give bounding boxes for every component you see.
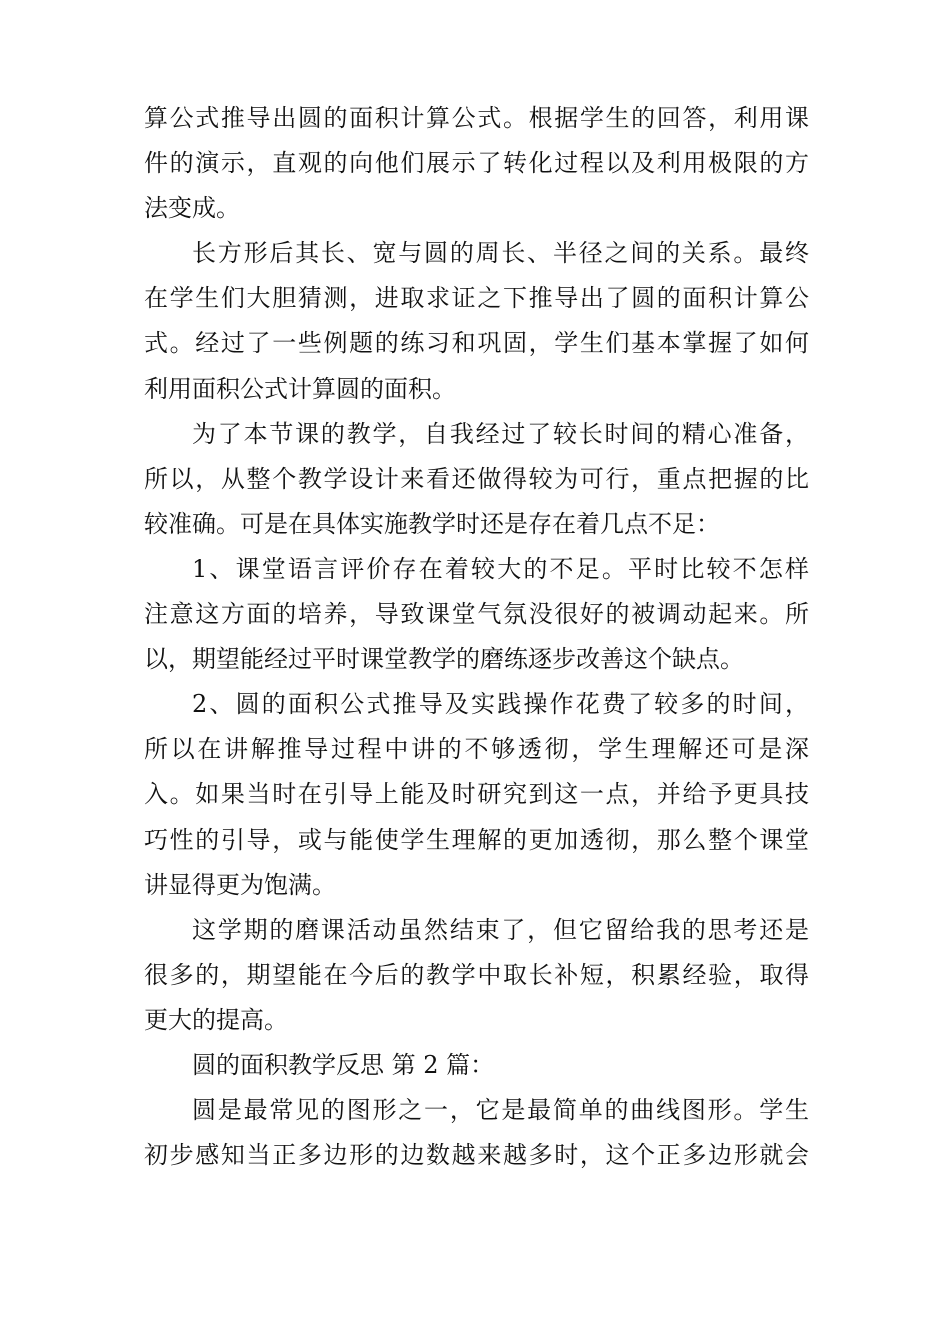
text-line: 算公式推导出圆的面积计算公式。根据学生的回答，利用课 [144,104,809,132]
text-line: 巧性的引导，或与能使学生理解的更加透彻，那么整个课堂 [144,825,809,854]
text-line: 件的演示，直观的向他们展示了转化过程以及利用极限的方 [144,149,809,178]
text-line: 2、圆的面积公式推导及实践操作花费了较多的时间， [192,690,809,719]
text-line: 入。如果当时在引导上能及时研究到这一点，并给予更具技 [144,780,809,809]
text-line: 讲显得更为饱满。 [144,870,336,899]
text-line: 初步感知当正多边形的边数越来越多时，这个正多边形就会 [144,1141,809,1170]
text-line: 法变成。 [144,194,240,223]
text-line: 这学期的磨课活动虽然结束了，但它留给我的思考还是 [192,915,809,944]
text-line: 在学生们大胆猜测，进取求证之下推导出了圆的面积计算公 [144,284,809,313]
text-line: 利用面积公式计算圆的面积。 [144,374,456,403]
text-line: 以，期望能经过平时课堂教学的磨练逐步改善这个缺点。 [144,645,744,674]
document-page [144,96,809,1178]
text-line: 式。经过了一些例题的练习和巩固，学生们基本掌握了如何 [144,329,809,358]
text-line: 所以，从整个教学设计来看还做得较为可行，重点把握的比 [144,464,809,493]
text-line: 很多的，期望能在今后的教学中取长补短，积累经验，取得 [144,960,809,989]
text-line: 所以在讲解推导过程中讲的不够透彻，学生理解还可是深 [144,735,809,764]
text-line: 更大的提高。 [144,1005,288,1034]
text-line: 长方形后其长、宽与圆的周长、半径之间的关系。最终 [192,239,809,268]
text-line: 1、课堂语言评价存在着较大的不足。平时比较不怎样 [192,554,809,583]
text-line: 为了本节课的教学，自我经过了较长时间的精心准备， [192,419,809,448]
text-line: 注意这方面的培养，导致课堂气氛没很好的被调动起来。所 [144,600,809,629]
text-line: 圆的面积教学反思 第 2 篇： [192,1050,495,1079]
text-line: 圆是最常见的图形之一，它是最简单的曲线图形。学生 [192,1096,809,1125]
text-line: 较准确。可是在具体实施教学时还是存在着几点不足： [144,509,720,538]
